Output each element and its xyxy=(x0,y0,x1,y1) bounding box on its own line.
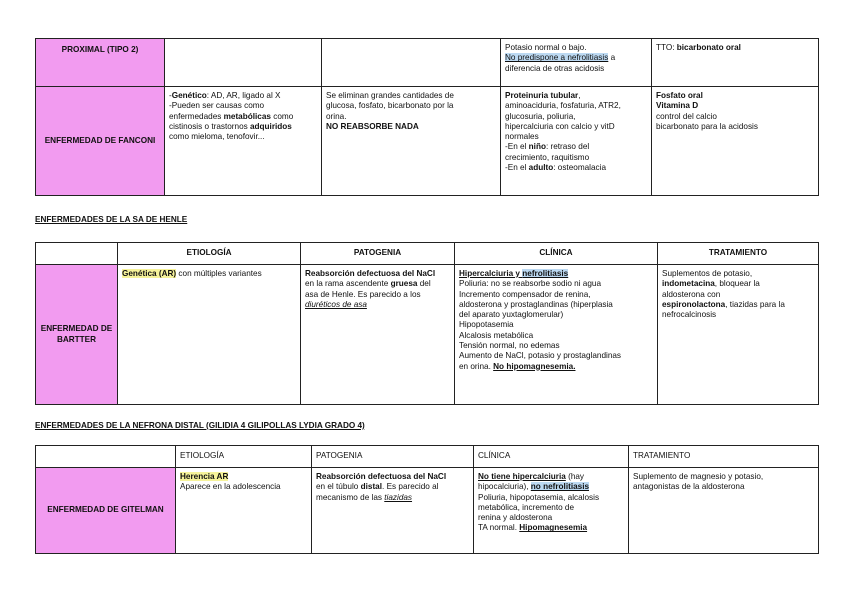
clinical-cell: Proteinuria tubular, aminoaciduria, fosfaturia, ATR2, glucosuria, poliuria, hipercalciuria con calcio y vitD normales -En el niño: retraso del crecimiento, raquitismo -En el adulto: osteomalacia xyxy=(501,87,652,196)
column-header: PATOGENIA xyxy=(312,446,474,468)
table-row xyxy=(36,39,819,87)
column-header: TRATAMIENTO xyxy=(658,243,819,265)
column-header: TRATAMIENTO xyxy=(629,446,819,468)
treatment-cell: Suplementos de potasio, indometacina, bloquear la aldosterona con espironolactona, tiazidas para la nefrocalcinosis xyxy=(658,265,819,405)
column-header: CLÍNICA xyxy=(474,446,629,468)
table-distal xyxy=(35,445,819,554)
pathogenesis-cell xyxy=(322,39,501,87)
table-tubulopathies xyxy=(35,38,819,196)
pathogenesis-cell: Se eliminan grandes cantidades de glucosa, fosfato, bicarbonato por la orina. NO REABSORBE NADA xyxy=(322,87,501,196)
row-header-proximal: PROXIMAL (TIPO 2) xyxy=(36,39,165,87)
row-header-gitelman: ENFERMEDAD DE GITELMAN xyxy=(36,468,176,554)
column-header: ETIOLOGÍA xyxy=(176,446,312,468)
cell-text: a xyxy=(608,53,616,63)
section-title-henle: ENFERMEDADES DE LA SA DE HENLE xyxy=(35,215,188,224)
row-header-bartter: ENFERMEDAD DE BARTTER xyxy=(36,265,118,405)
cell-text: diferencia de otras acidosis xyxy=(505,63,605,73)
pathogenesis-cell: Reabsorción defectuosa del NaCl en el túbulo distal. Es parecido al mecanismo de las tiazidas xyxy=(312,468,474,554)
column-header: PATOGENIA xyxy=(301,243,455,265)
etiology-cell xyxy=(165,39,322,87)
cell-text: Potasio normal o bajo. xyxy=(505,43,587,52)
treatment-cell: Fosfato oral Vitamina D control del calcio bicarbonato para la acidosis xyxy=(652,87,819,196)
table-row xyxy=(36,468,819,554)
clinical-cell: No tiene hipercalciuria (hay hipocalciuria), no nefrolitiasis Poliuria, hipopotasemia, alcalosis metabólica, incremento de renina y aldosterona TA normal. Hipomagnesemia xyxy=(474,468,629,554)
clinical-cell: Hipercalciuria y nefrolitiasis Poliuria: no se reabsorbe sodio ni agua Incremento compensador de renina, aldosterona y prostaglandinas (hiperplasia del aparato yuxtaglomerular) Hipopotasemia Alcalosis metabólica Tensión normal, no edemas Aumento de NaCl, potasio y prostaglandinas en orina. No hipomagnesemia. xyxy=(455,265,658,405)
pathogenesis-cell: Reabsorción defectuosa del NaCl en la rama ascendente gruesa del asa de Henle. Es parecido a los diuréticos de asa xyxy=(301,265,455,405)
highlight-text: No predispone a nefrolitiasis xyxy=(505,53,609,63)
column-header: ETIOLOGÍA xyxy=(118,243,301,265)
row-header-fanconi: ENFERMEDAD DE FANCONI xyxy=(36,87,165,196)
table-header-row xyxy=(36,446,819,468)
column-header: CLÍNICA xyxy=(455,243,658,265)
table-header-row xyxy=(36,243,819,265)
etiology-cell: Herencia AR Aparece en la adolescencia xyxy=(176,468,312,554)
table-henle xyxy=(35,242,819,405)
table-row xyxy=(36,265,819,405)
clinical-cell xyxy=(501,39,652,87)
treatment-cell: TTO: bicarbonato oral xyxy=(652,39,819,87)
table-row xyxy=(36,87,819,196)
section-title-distal: ENFERMEDADES DE LA NEFRONA DISTAL (GILIDIA 4 GILIPOLLAS LYDIA GRADO 4) xyxy=(35,421,365,430)
etiology-cell: -Genético: AD, AR, ligado al X -Pueden ser causas como enfermedades metabólicas como cistinosis o trastornos adquiridos como mieloma, tenofovir... xyxy=(165,87,322,196)
treatment-cell: Suplemento de magnesio y potasio, antagonistas de la aldosterona xyxy=(629,468,819,554)
etiology-cell: Genética (AR) con múltiples variantes xyxy=(118,265,301,405)
